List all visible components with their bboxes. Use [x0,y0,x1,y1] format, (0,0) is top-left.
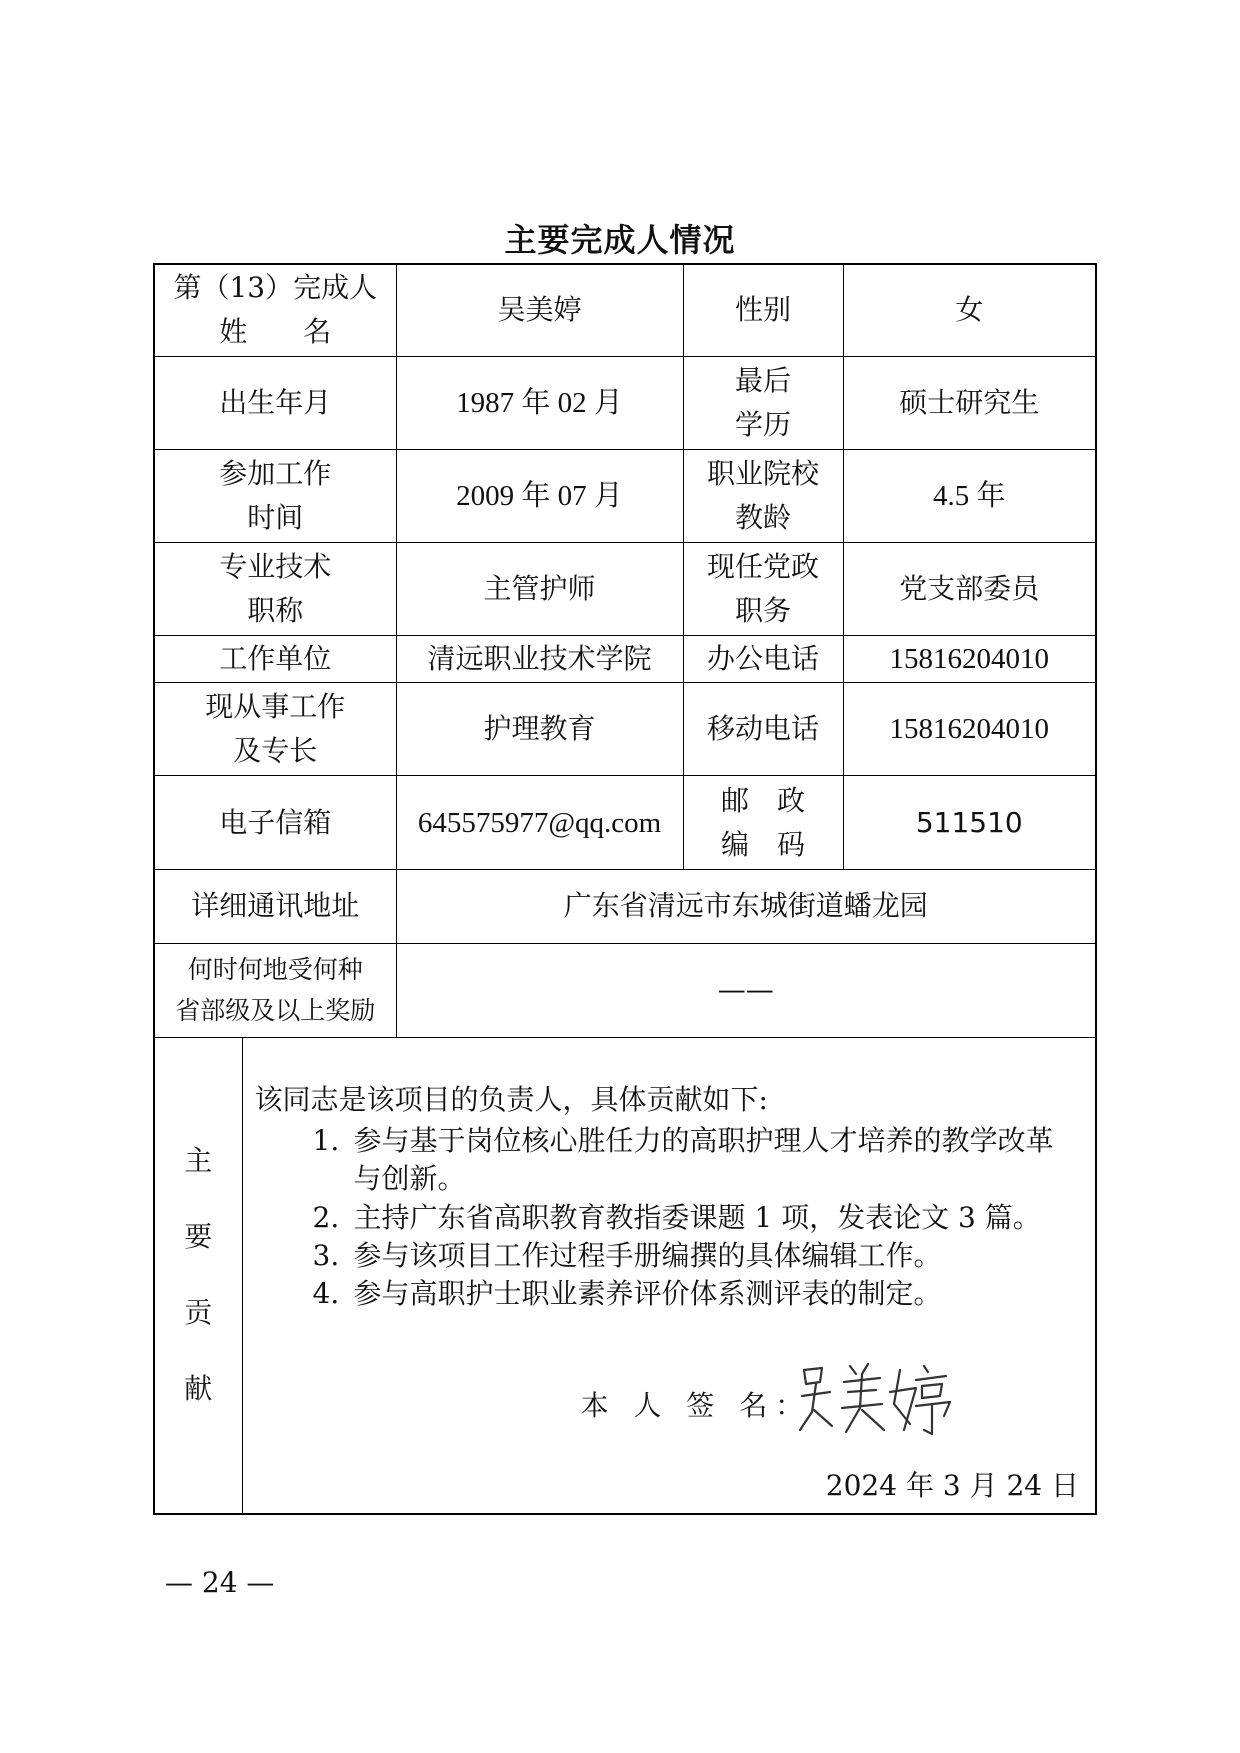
contribution-item [313,1122,1073,1198]
gender-label: 性别 [683,264,843,356]
party-post-label-cell [683,543,843,636]
teaching-years-label-cell [683,449,843,542]
contribution-item-text: 主持广东省高职教育教指委课题 1 项，发表论文 3 篇。 [353,1200,1041,1234]
education-label-cell [683,356,843,449]
birth-label: 出生年月 [154,356,396,449]
page-title: 主要完成人情况 [504,221,736,259]
row-email [154,776,1096,869]
office-phone-label: 办公电话 [683,636,843,683]
signature-date: 2024 年 3 月 24 日 [825,1468,1080,1502]
teaching-years-label-line1: 职业院校 [707,456,820,490]
contribution-label [154,1037,242,1514]
work-start-value: 2009 年 07 月 [396,449,683,542]
specialty-value: 护理教育 [396,683,683,776]
name-label-cell [154,264,396,356]
specialty-label-cell [154,683,396,776]
row-employer [154,636,1096,683]
page-number: — 24 — [165,1566,275,1599]
tech-title-label-cell [154,543,396,636]
mobile-label: 移动电话 [683,683,843,776]
birth-value: 1987 年 02 月 [396,356,683,449]
row-name [154,264,1096,356]
signature-label: 本 人 签 名： [580,1388,812,1422]
work-start-label-line2: 时间 [247,500,304,534]
employer-label: 工作单位 [154,636,396,683]
contribution-label-char-3: 贡 [184,1296,213,1330]
awards-value: —— [396,943,1096,1037]
contribution-label-char-2: 要 [184,1220,213,1254]
contribution-label-char-1: 主 [184,1144,213,1178]
postcode-label-line1: 邮 政 [721,783,806,817]
postcode-value: 511510 [843,776,1096,869]
party-post-value: 党支部委员 [843,543,1096,636]
postcode-label-line2: 编 码 [721,827,806,861]
handwritten-signature [796,1360,956,1440]
name-label: 姓 名 [219,315,332,349]
contribution-item-text: 参与高职护士职业素养评价体系测评表的制定。 [353,1276,942,1310]
tech-title-value: 主管护师 [396,543,683,636]
email-value: 645575977@qq.com [396,776,683,869]
completer-info-table [153,263,1097,1515]
teaching-years-label-line2: 教龄 [735,500,792,534]
postcode-label-cell [683,776,843,869]
row-awards [154,943,1096,1037]
contribution-item [313,1275,1073,1313]
party-post-label-line1: 现任党政 [707,550,820,584]
email-label: 电子信箱 [154,776,396,869]
contribution-item [313,1237,1073,1275]
mobile-value: 15816204010 [843,683,1096,776]
contribution-item-number: 1. [312,1123,340,1157]
gender-value: 女 [843,264,1096,356]
row-contribution [154,1037,1096,1514]
employer-value: 清远职业技术学院 [396,636,683,683]
row-specialty [154,683,1096,776]
contribution-item-text: 参与该项目工作过程手册编撰的具体编辑工作。 [353,1238,942,1272]
contribution-item-text: 参与基于岗位核心胜任力的高职护理人才培养的教学改革与创新。 [353,1123,1054,1195]
specialty-label-line1: 现从事工作 [205,690,346,724]
teaching-years-value: 4.5 年 [843,449,1096,542]
office-phone-value: 15816204010 [843,636,1096,683]
contribution-label-char-4: 献 [184,1372,213,1406]
education-label-line2: 学历 [735,407,792,441]
row-work-start [154,449,1096,542]
contribution-item-number: 4. [312,1276,340,1310]
contribution-content [242,1037,1096,1514]
address-label: 详细通讯地址 [154,869,396,943]
row-birth [154,356,1096,449]
awards-label-line1: 何时何地受何种 [187,955,363,985]
row-address [154,869,1096,943]
row-title [154,543,1096,636]
work-start-label-line1: 参加工作 [219,456,332,490]
contribution-item-number: 2. [312,1200,340,1234]
tech-title-label-line2: 职称 [247,594,304,628]
specialty-label-line2: 及专长 [233,734,318,768]
awards-label-line2: 省部级及以上奖励 [175,996,376,1026]
contribution-item [313,1199,1073,1237]
work-start-label-cell [154,449,396,542]
tech-title-label-line1: 专业技术 [219,550,332,584]
education-value: 硕士研究生 [843,356,1096,449]
party-post-label-line2: 职务 [735,594,792,628]
awards-label-cell [154,943,396,1037]
contribution-intro: 该同志是该项目的负责人，具体贡献如下: [254,1082,768,1116]
contribution-item-number: 3. [312,1238,340,1272]
name-value: 吴美婷 [396,264,683,356]
education-label-line1: 最后 [735,363,792,397]
address-value: 广东省清远市东城街道蟠龙园 [396,869,1096,943]
completer-rank-label: 第（13）完成人 [173,271,378,305]
